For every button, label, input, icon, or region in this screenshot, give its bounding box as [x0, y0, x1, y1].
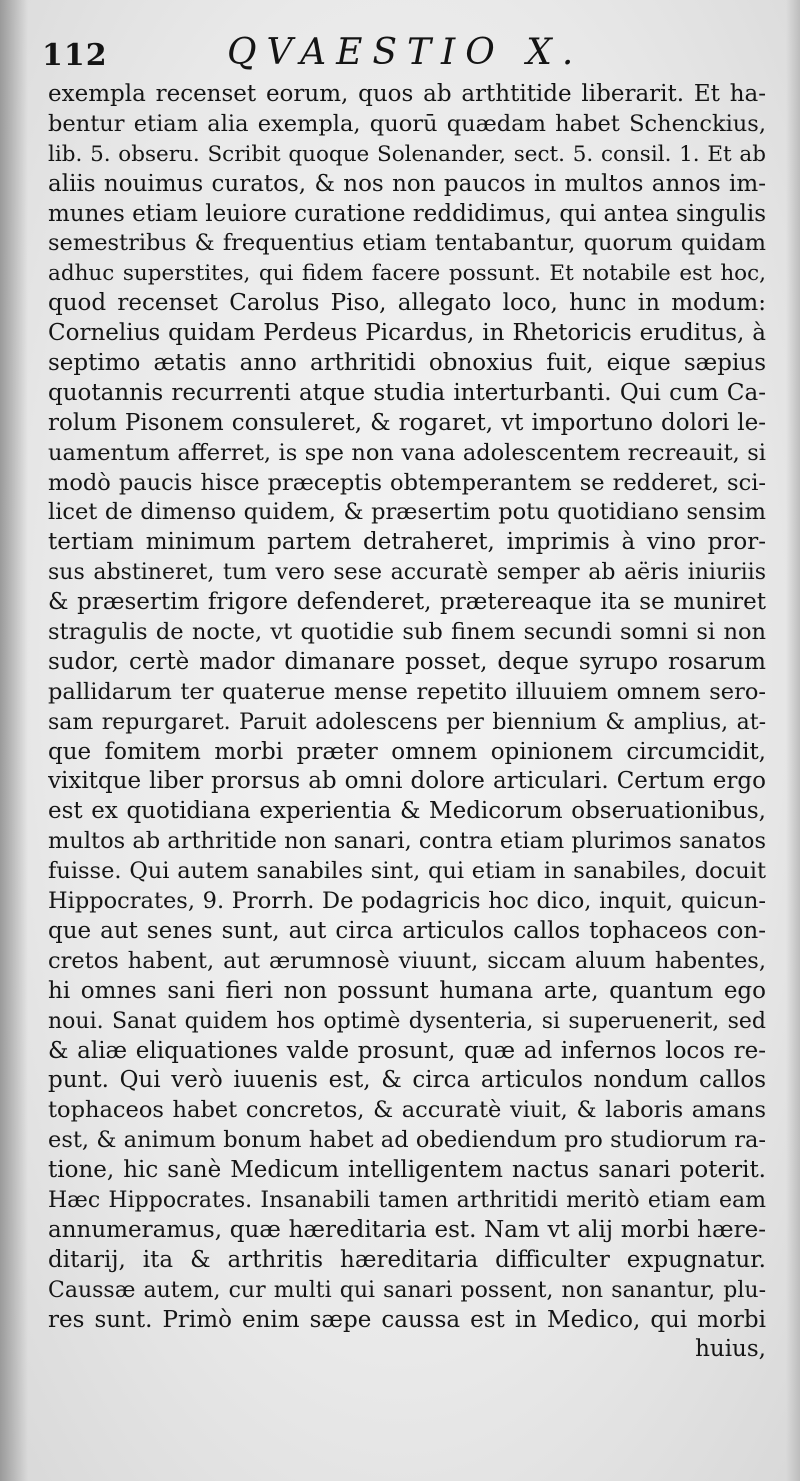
- text-line: multos ab arthritide non sanari, contra etiam plurimos sanatos: [48, 828, 766, 855]
- text-line: Cornelius quidam Perdeus Picardus, in Rhetoricis eruditus, à: [48, 320, 766, 347]
- text-line: annumeramus, quæ hæreditaria est. Nam vt alij morbi hære-: [48, 1216, 766, 1243]
- text-line: huius,: [695, 1336, 766, 1363]
- running-head: QVAESTIO X.: [227, 32, 584, 73]
- text-line: Caussæ autem, cur multi qui sanari possent, non sanantur, plu-: [48, 1277, 766, 1303]
- page-header: [42, 28, 762, 78]
- text-line: exempla recenset eorum, quos ab arthtitide liberarit. Et ha-: [48, 81, 766, 107]
- text-line: rolum Pisonem consuleret, & rogaret, vt importuno dolori le-: [48, 409, 766, 436]
- text-line: modò paucis hisce præceptis obtemperantem se redderet, sci-: [48, 469, 766, 496]
- text-line: bentur etiam alia exempla, quorū quædam habet Schenckius,: [48, 110, 766, 137]
- text-line: tophaceos habet concretos, & accuratè viuit, & laboris amans: [48, 1097, 766, 1124]
- text-line: uamentum afferret, is spe non vana adolescentem recreauit, si: [48, 439, 766, 466]
- text-line: vixitque liber prorsus ab omni dolore articulari. Certum ergo: [48, 768, 766, 795]
- text-line: Hæc Hippocrates. Insanabili tamen arthritidi meritò etiam eam: [48, 1187, 766, 1213]
- text-line: Hippocrates, 9. Prorrh. De podagricis hoc dico, inquit, quicun-: [48, 888, 766, 915]
- text-line: adhuc superstites, qui fidem facere possunt. Et notabile est hoc,: [48, 261, 766, 287]
- text-line: que fomitem morbi præter omnem opinionem circumcidit,: [48, 738, 766, 765]
- text-line: punt. Qui verò iuuenis est, & circa articulos nondum callos: [48, 1067, 766, 1094]
- body-text: [48, 80, 766, 1365]
- text-line: lib. 5. obseru. Scribit quoque Solenander, sect. 5. consil. 1. Et ab: [48, 141, 766, 167]
- text-line: cretos habent, aut ærumnosè viuunt, siccam aluum habentes,: [48, 947, 766, 974]
- text-line: hi omnes sani fieri non possunt humana arte, quantum ego: [48, 977, 766, 1004]
- text-line: ditarij, ita & arthritis hæreditaria difficulter expugnatur.: [48, 1246, 766, 1273]
- text-line: est, & animum bonum habet ad obediendum pro studiorum ra-: [48, 1127, 766, 1154]
- text-line: que aut senes sunt, aut circa articulos callos tophaceos con-: [48, 917, 766, 944]
- text-line: fuisse. Qui autem sanabiles sint, qui etiam in sanabiles, docuit: [48, 858, 766, 885]
- text-line: quotannis recurrenti atque studia interturbanti. Qui cum Ca-: [48, 379, 766, 406]
- text-line: tione, hic sanè Medicum intelligentem nactus sanari poterit.: [48, 1157, 766, 1184]
- text-line: stragulis de nocte, vt quotidie sub finem secundi somni si non: [48, 619, 766, 646]
- text-line: est ex quotidiana experientia & Medicorum obseruationibus,: [48, 798, 766, 825]
- text-line: sudor, certè mador dimanare posset, deque syrupo rosarum: [48, 648, 766, 675]
- text-line: septimo ætatis anno arthritidi obnoxius fuit, eique sæpius: [48, 350, 766, 377]
- text-line: licet de dimenso quidem, & præsertim potu quotidiano sensim: [48, 499, 766, 526]
- text-line: aliis nouimus curatos, & nos non paucos in multos annos im-: [48, 170, 766, 197]
- text-line: semestribus & frequentius etiam tentabantur, quorum quidam: [48, 230, 766, 257]
- text-line: sam repurgaret. Paruit adolescens per biennium & amplius, at-: [48, 709, 766, 735]
- text-line: noui. Sanat quidem hos optimè dysenteria, si superuenerit, sed: [48, 1008, 766, 1034]
- text-line: res sunt. Primò enim sæpe caussa est in Medico, qui morbi: [48, 1306, 766, 1333]
- text-line: pallidarum ter quaterue mense repetito illuuiem omnem sero-: [48, 678, 766, 705]
- text-line: & præsertim frigore defenderet, prætereaque ita se muniret: [48, 589, 766, 616]
- page-number: 112: [42, 38, 108, 73]
- text-line: & aliæ eliquationes valde prosunt, quæ ad infernos locos re-: [48, 1037, 766, 1064]
- text-line: tertiam minimum partem detraheret, imprimis à vino pror-: [48, 529, 766, 556]
- text-line: quod recenset Carolus Piso, allegato loco, hunc in modum:: [48, 290, 766, 317]
- text-line: sus abstineret, tum vero sese accuratè semper ab aëris iniuriis: [48, 560, 766, 586]
- text-line: munes etiam leuiore curatione reddidimus, qui antea singulis: [48, 200, 766, 227]
